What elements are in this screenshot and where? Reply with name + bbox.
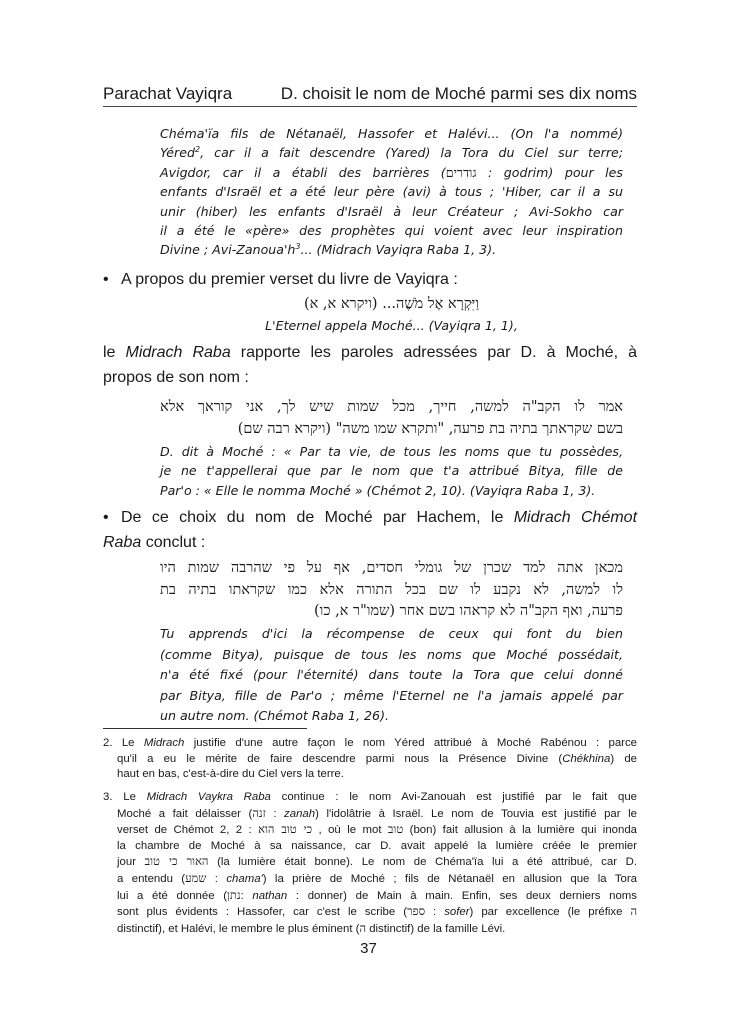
text-segment: Chékhina [562,752,611,765]
text-segment: Raba [103,534,142,551]
text-segment: unir (hiber) les enfants d'Israël à leur Créateur ; Avi-Sokho car [160,203,623,219]
text-segment: haut en bas, c'est-à-dire du Ciel vers la terre. [117,768,344,781]
text-segment: Yéred [160,145,195,161]
footnote-2 [103,736,637,783]
hebrew-word: זנה [252,805,266,820]
hebrew-word: ה [359,920,367,935]
text-segment: conclut : [141,534,206,551]
footnote-ref: 2 [194,145,201,155]
hebrew-quote-3 [160,558,623,623]
bullet-paragraph-1 [103,267,621,292]
text-segment: : [265,807,285,820]
text-segment: distinctif), et Halévi, le membre le plus éminent ( [117,922,360,935]
text-segment: Divine ; Avi-Zanoua'h [160,242,296,258]
text-segment: 2. Le [103,737,144,749]
hebrew-word: גודרים [445,164,477,180]
text-line [160,163,623,182]
text-segment: il a été le «père» des prophètes qui voient avec leur inspiration [160,223,623,239]
text-segment: D. dit à Moché : « Par ta vie, de tous les noms que tu possèdes, [160,444,623,459]
hebrew-line: לו למשה, לא נקבע לו שם בכל התורה אלא כמו שקראתו בתיה בת [160,581,623,598]
text-segment: Tu apprends d'ici la récompense de ceux qui font du bien [160,626,623,641]
text-line [160,240,623,259]
text-segment: verset de Chémot 2, 2 : [117,824,259,837]
text-segment: je ne t'appellerai que par le nom que t'a attribué Bitya, fille de [160,463,623,479]
bullet-icon: • [103,509,109,526]
text-segment: Midrach Chémot [513,509,638,526]
text-line [160,202,623,221]
quote-midrach-names [160,124,623,260]
text-segment: qu'il a eu le mérite de faire descendre parmi nous la Présence Divine ( [117,752,563,765]
text-segment: a entendu ( [117,872,186,885]
text-segment: sont plus évidents : Hassofer, car c'est le scribe ( [117,906,408,919]
text-line [103,839,637,855]
text-line [103,822,637,839]
footnote-separator [103,728,307,729]
hebrew-word: ספר [407,904,426,919]
text-segment: un autre nom. (Chémot Raba 1, 26). [160,708,389,723]
text-segment: ) par excellence (le préfixe [469,906,631,919]
text-line [160,624,623,645]
hebrew-word: שמע [185,870,207,885]
text-segment: A propos du premier verset du livre de Vayiqra : [121,271,458,288]
footnote-3 [103,790,637,937]
text-line [160,706,623,727]
text-segment: n'a été fixé (pour l'éternité) dans toute la Tora que celui donné [160,667,623,682]
hebrew-word: ה [630,904,638,919]
text-segment: la chambre de Moché à sa naissance, car D. avait appelé la lumière créée le premier [117,839,637,852]
text-segment: ) la prière de Moché ; fils de Nétanaël en allusion que la Tora [262,872,637,885]
running-header [103,82,637,107]
text-line [160,481,623,500]
text-segment: ) l'idolâtrie à Israël. Le nom de Touvia est justifié par le [315,807,637,820]
text-line [160,182,623,201]
hebrew-word: האור כי טוב [144,854,209,869]
text-segment: rapporte les paroles adressées par D. à Moché, à [230,344,637,361]
text-segment: enfants d'Israël et a été leur père (avi) à tous ; 'Hiber, car il a su [160,184,623,200]
text-line [103,365,637,390]
text-segment: Moché a fait délaisser ( [117,807,253,820]
text-segment: , car il a fait descendre (Yared) la Tora du Ciel sur terre; [200,145,623,161]
text-segment: justifie d'une autre façon le nom Yéred attribué à Moché Rabénou : parce [184,737,637,749]
hebrew-word: כי טוב הוא [258,822,313,837]
text-line [160,221,623,240]
text-segment: 3. Le [103,791,147,803]
text-segment: De ce choix du nom de Moché par Hachem, le [121,509,514,526]
text-line [160,124,623,143]
hebrew-line: אמר לו הקב"ה למשה, חייך, מכל שמות שיש לך, אני קוראך אלא [160,399,623,415]
text-line [160,143,623,162]
text-line [121,505,637,530]
hebrew-line: פרעה, ואף הקב"ה לא קראהו בשם אחר (שמו"ר א, כו) [314,603,623,619]
quote-translation-3 [160,624,623,727]
text-segment: : [425,906,445,919]
text-segment: chama' [226,872,263,885]
text-line [103,904,637,921]
text-segment: Midrach Vaykra Raba [146,791,271,803]
text-segment: ... (Midrach Vayiqra Raba 1, 3). [300,242,497,258]
text-line [160,442,623,461]
text-segment: : [206,872,227,885]
verse-block [160,294,623,335]
text-segment: (comme Bitya), puisque de tous les noms que Moché possédait, [160,646,623,662]
text-segment: : godrim) pour les [476,164,623,180]
text-segment: Par'o : « Elle le nomma Moché » (Chémot 2, 10). (Vayiqra Raba 1, 3). [160,482,596,498]
text-segment: Chéma'ïa fils de Nétanaël, Hassofer et Halévi... (On l'a nommé) [160,126,623,141]
verse-hebrew: וַיִּקְרָא אֶל מֹשֶׁה... (ויקרא א, א) [303,296,480,312]
text-segment: zanah [284,807,316,820]
page-number: 37 [360,940,377,957]
hebrew-word: נתן [227,887,241,902]
text-line [121,267,621,292]
text-segment: ) de [610,752,637,765]
text-segment: (la lumière était bonne). Le nom de Chéma'ïa lui a été attribué, car D. [208,856,637,869]
text-line [160,665,623,686]
text-line [103,767,637,783]
hebrew-quote-2 [160,397,623,440]
text-line [103,752,637,768]
verse-translation: L'Eternel appela Moché... (Vayiqra 1, 1), [265,317,518,333]
text-segment: continue : le nom Avi-Zanouah est justifié par le fait que [270,791,637,803]
quote-translation-2 [160,442,623,500]
text-line [103,854,637,871]
text-segment: , où le mot [312,824,388,837]
hebrew-line: מכאן אתה למד שכרן של גומלי חסדים, אף על פי שהרבה שמות היו [160,560,623,576]
text-segment: : [240,889,253,902]
text-line [103,790,637,806]
footnote-ref: 3 [295,242,301,252]
bullet-paragraph-2 [103,505,638,555]
body-paragraph-midrach-raba [103,340,637,390]
text-line [103,340,637,365]
hebrew-line: בשם שקראתך בתיה בת פרעה, "ותקרא שמו משה" (ויקרא רבה שם) [237,420,623,437]
header-chapter-title: D. choisit le nom de Moché parmi ses dix noms [280,84,637,103]
text-line [103,530,637,555]
text-line [160,645,623,666]
text-segment: jour [117,856,145,869]
bullet-icon: • [103,271,109,288]
text-line [103,736,637,752]
text-line [160,686,623,707]
text-segment: lui a été donnée ( [117,889,227,902]
text-segment: : donner) de Main à main. Enfin, ses deux derniers noms [287,889,637,902]
text-line [103,921,637,938]
header-parasha-title: Parachat Vayiqra [103,84,233,103]
hebrew-word: טוב [387,822,404,837]
text-segment: propos de son nom : [103,369,249,386]
text-line [160,461,623,480]
text-segment: nathan [252,889,288,902]
text-line [103,806,637,823]
text-segment: (bon) fait allusion à la lumière qui inonda [403,824,638,837]
text-segment: distinctif) de la famille Lévi. [366,922,506,935]
text-segment: Midrach Raba [125,344,231,361]
text-segment: sofer [444,906,470,919]
text-segment: Avigdor, car il a établi des barrières ( [160,164,446,180]
text-line [103,888,637,905]
text-segment: Midrach [143,737,185,749]
text-line [103,871,637,888]
text-segment: par Bitya, fille de Par'o ; même l'Eternel ne l'a jamais appelé par [160,687,623,703]
text-segment: le [103,344,126,361]
